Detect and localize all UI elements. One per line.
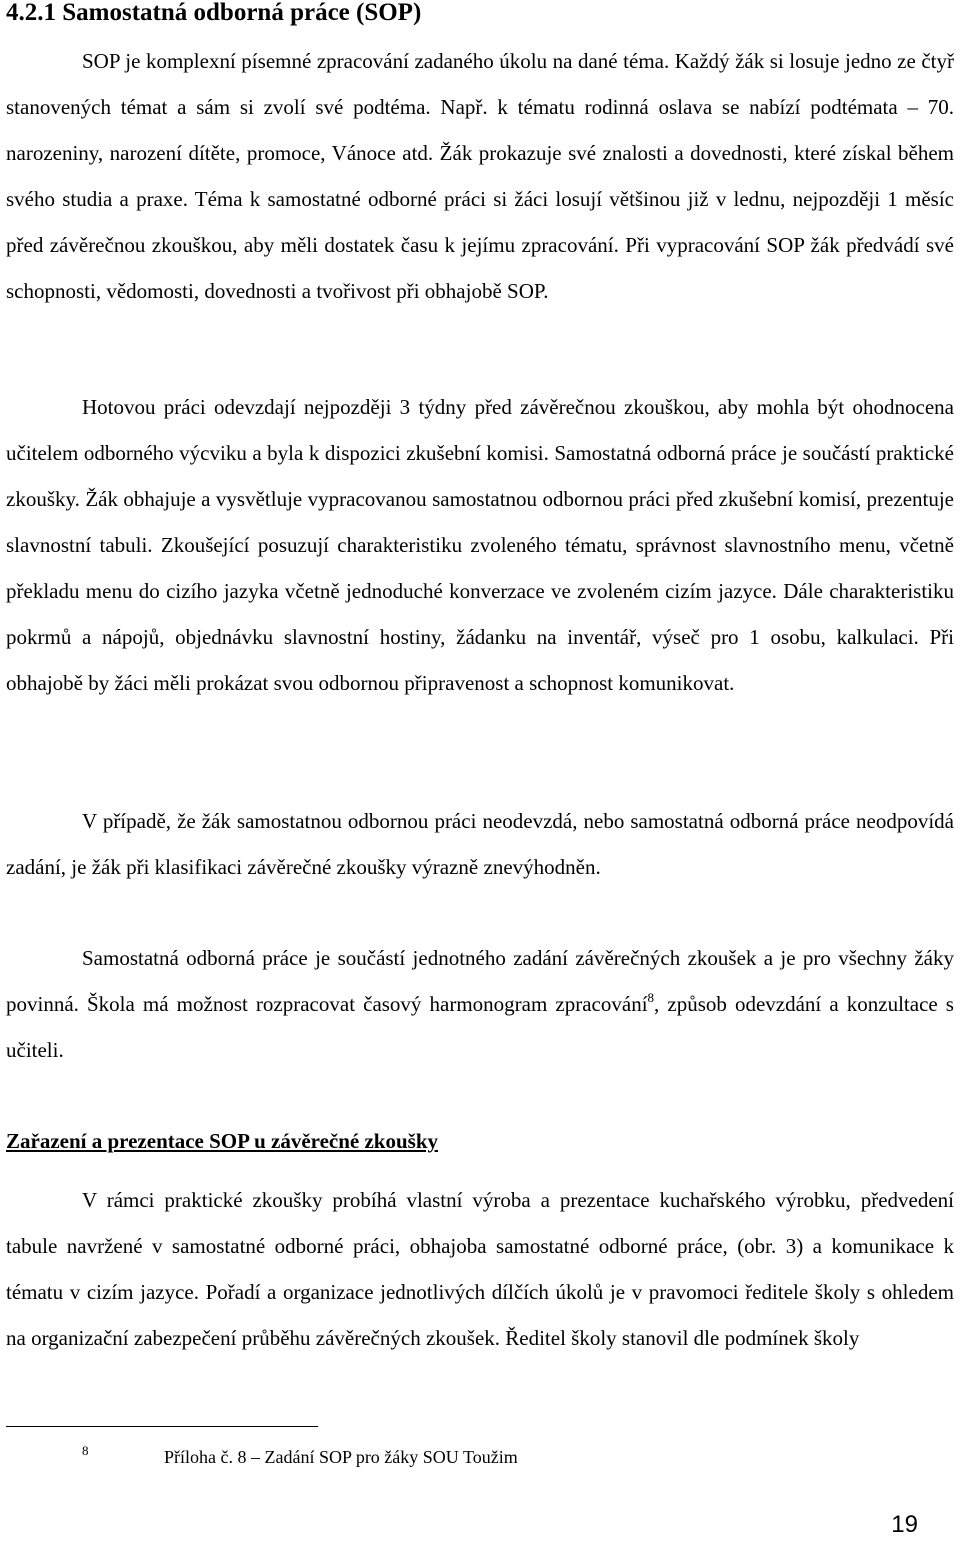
paragraph-submission-text: Hotovou práci odevzdají nejpozději 3 týdny před závěrečnou zkouškou, aby mohla být ohodnocena učitelem odborného výcviku a byla k dispozici zkušební komisi. Samostatná odborná práce je součástí praktické zkoušky. Žák obhajuje a vysvětluje vypracovanou samostatnou odbornou práci před zkušební komisí, prezentuje slavnostní tabuli. Zkoušející posuzují charakteristiku zvoleného tématu, správnost slavnostního menu, včetně překladu menu do cizího jazyka včetně jednoduché konverzace ve zvoleném cizím jazyce. Dále charakteristiku pokrmů a nápojů, objednávku slavnostní hostiny, žádanku na inventář, výseč pro 1 osobu, kalkulaci. Při obhajobě by žáci měli prokázat svou odbornou připravenost a schopnost komunikovat. xyxy=(6,395,954,695)
paragraph-mandatory-text: Samostatná odborná práce je součástí jednotného zadání závěrečných zkoušek a je pro všechny žáky povinná. Škola má možnost rozpracovat časový harmonogram zpracování xyxy=(6,946,954,1016)
paragraph-submission xyxy=(6,384,954,706)
footnote-text: Příloha č. 8 – Zadání SOP pro žáky SOU Toužim xyxy=(164,1447,518,1467)
page-number: 19 xyxy=(891,1511,918,1538)
paragraph-exam xyxy=(6,1177,954,1361)
paragraph-penalty-text: V případě, že žák samostatnou odbornou práci neodevzdá, nebo samostatná odborná práce neodpovídá zadání, je žák při klasifikaci závěrečné zkoušky výrazně znevýhodněn. xyxy=(6,809,954,879)
footnote-divider xyxy=(6,1426,318,1427)
subheading: Zařazení a prezentace SOP u závěrečné zkoušky xyxy=(6,1129,438,1153)
paragraph-mandatory-text-end: , způsob odevzdání a konzultace s učiteli. xyxy=(6,992,954,1062)
paragraph-exam-text: V rámci praktické zkoušky probíhá vlastní výroba a prezentace kuchařského výrobku, předvedení tabule navržené v samostatné odborné práci, obhajoba samostatné odborné práce, (obr. 3) a komunikace k tématu v cizím jazyce. Pořadí a organizace jednotlivých dílčích úkolů je v pravomoci ředitele školy s ohledem na organizační zabezpečení průběhu závěrečných zkoušek. Ředitel školy stanovil dle podmínek školy xyxy=(6,1188,954,1350)
paragraph-mandatory xyxy=(6,935,954,1073)
footnote: 8 Příloha č. 8 – Zadání SOP pro žáky SOU Toužim xyxy=(82,1443,518,1467)
paragraph-penalty xyxy=(6,798,954,890)
paragraph-intro-text: SOP je komplexní písemné zpracování zadaného úkolu na dané téma. Každý žák si losuje jedno ze čtyř stanovených témat a sám si zvolí své podtéma. Např. k tématu rodinná oslava se nabízí podtémata – 70. narozeniny, narození dítěte, promoce, Vánoce atd. Žák prokazuje své znalosti a dovednosti, které získal během svého studia a praxe. Téma k samostatné odborné práci si žáci losují většinou již v lednu, nejpozději 1 měsíc před závěrečnou zkouškou, aby měli dostatek času k jejímu zpracování. Při vypracování SOP žák předvádí své schopnosti, vědomosti, dovednosti a tvořivost při obhajobě SOP. xyxy=(6,49,954,303)
paragraph-intro xyxy=(6,38,954,314)
footnote-reference[interactable]: 8 xyxy=(647,990,655,1005)
section-heading: 4.2.1 Samostatná odborná práce (SOP) xyxy=(6,0,422,26)
